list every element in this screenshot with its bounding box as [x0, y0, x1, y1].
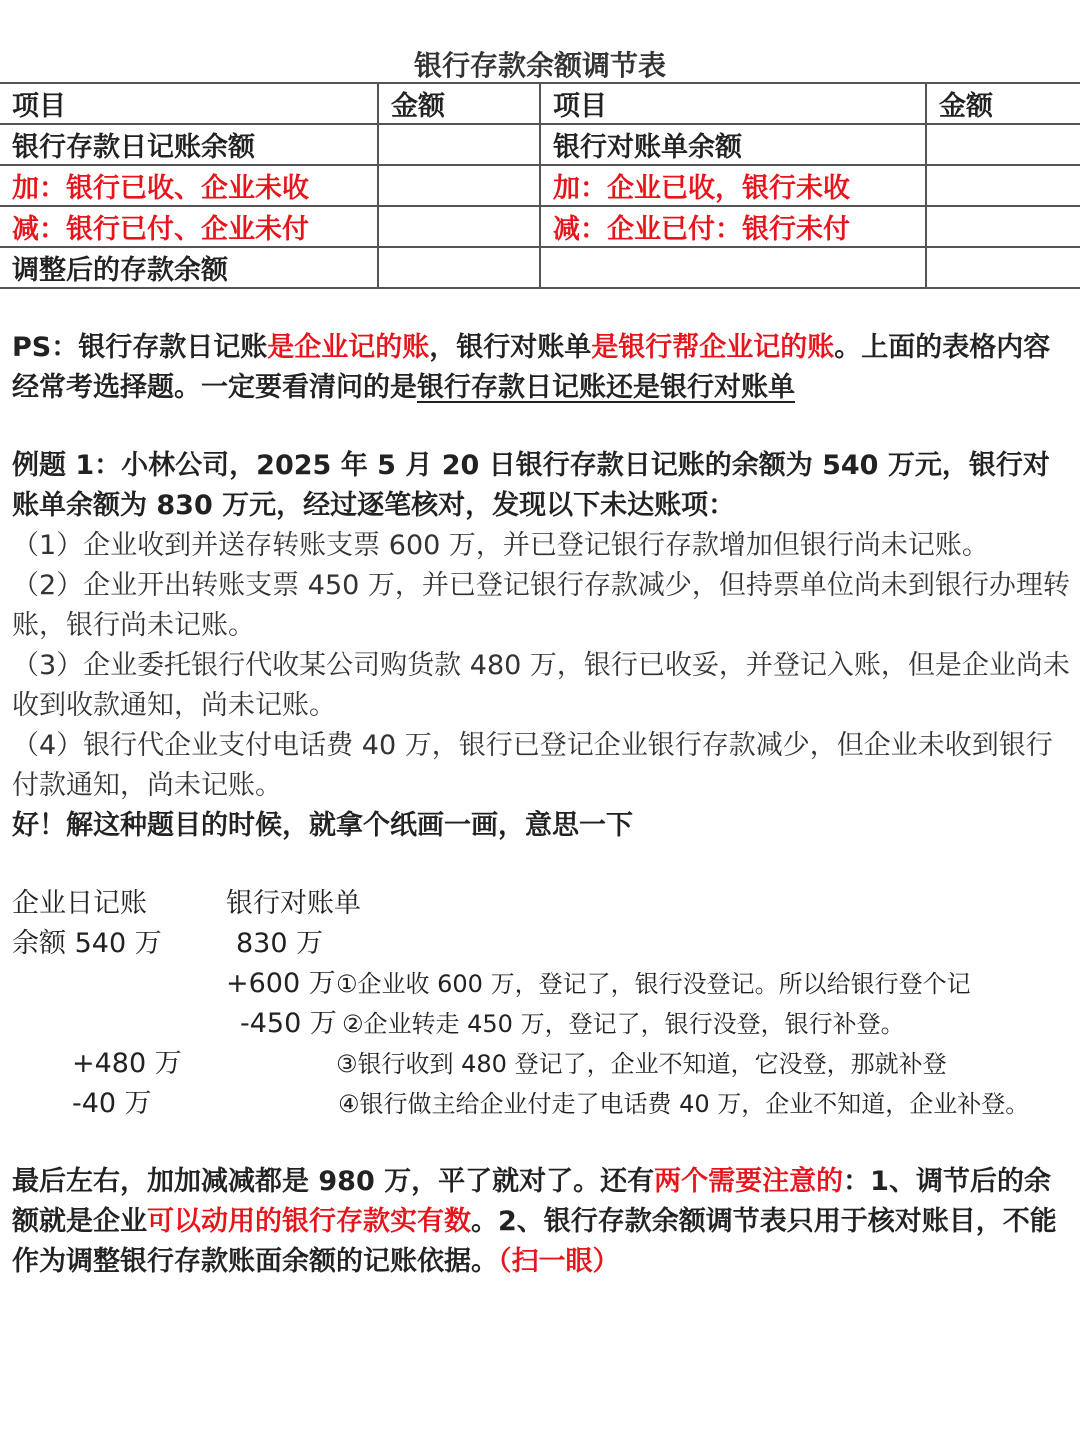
- amount-cell: [378, 206, 540, 247]
- calc-note2: ②企业转走 450 万，登记了，银行没登，银行补登。: [342, 1010, 905, 1038]
- ps-underlined: 银行存款日记账还是银行对账单: [417, 372, 795, 403]
- example-item: （3）企业委托银行代收某公司购货款 480 万，银行已收妥，并登记入账，但是企业尚未收到收款通知，尚未记账。: [12, 650, 1070, 721]
- row-label-left: 银行存款日记账余额: [0, 124, 378, 165]
- row-label-right: 银行对账单余额: [540, 124, 926, 165]
- ps-text: ，银行对账单: [429, 332, 592, 363]
- amount-cell: [926, 124, 1080, 165]
- reconciliation-table: [0, 82, 1080, 289]
- table-header-row: [0, 83, 1080, 124]
- table-row: [0, 165, 1080, 206]
- table-row: [0, 124, 1080, 165]
- conclusion-text: 。2、银行存款余额调节表只用于核对账目，不能作为调整银行存款账面余额的记账依据。: [12, 1206, 1057, 1277]
- calc-note1: ①企业收 600 万，登记了，银行没登记。所以给银行登个记: [336, 970, 971, 998]
- ps-text: 。上面的表格内容经常考选择题。一定要看清问的是: [12, 332, 1051, 403]
- row-label-right: [540, 247, 926, 288]
- page-title: 银行存款余额调节表: [413, 49, 666, 82]
- conclusion-highlight: （扫一眼）: [498, 1246, 620, 1277]
- row-label-left: 调整后的存款余额: [0, 247, 378, 288]
- calc-left-balance: 余额 540 万: [12, 928, 162, 959]
- header-amount-right: 金额: [926, 83, 1080, 124]
- amount-cell: [378, 247, 540, 288]
- amount-cell: [926, 206, 1080, 247]
- calc-note4: ④银行做主给企业付走了电话费 40 万，企业不知道，企业补登。: [338, 1090, 1030, 1118]
- row-label-left: 减：银行已付、企业未付: [0, 206, 378, 247]
- ps-highlight: 是企业记的账: [267, 332, 430, 363]
- calc-note3: ③银行收到 480 登记了，企业不知道，它没登，那就补登: [336, 1050, 947, 1078]
- row-label-right: 减：企业已付：银行未付: [540, 206, 926, 247]
- header-item-left: 项目: [0, 83, 378, 124]
- example-item: （1）企业收到并送存转账支票 600 万，并已登记银行存款增加但银行尚未记账。: [12, 530, 989, 561]
- table-row: [0, 206, 1080, 247]
- row-label-left: 加：银行已收、企业未收: [0, 165, 378, 206]
- amount-cell: [378, 124, 540, 165]
- calc-plus480: +480 万: [72, 1048, 182, 1079]
- header-item-right: 项目: [540, 83, 926, 124]
- table-row: [0, 247, 1080, 288]
- conclusion-highlight: 两个需要注意的: [654, 1166, 844, 1197]
- conclusion-text: ：1、调节后的余额就是企业: [12, 1166, 1051, 1237]
- calc-plus600: +600 万: [226, 968, 336, 999]
- calc-minus450: -450 万: [240, 1008, 337, 1039]
- header-amount-left: 金额: [378, 83, 540, 124]
- row-label-right: 加：企业已收，银行未收: [540, 165, 926, 206]
- ps-highlight: 是银行帮企业记的账: [591, 332, 835, 363]
- conclusion-highlight: 可以动用的银行存款实有数: [147, 1206, 471, 1237]
- conclusion: [12, 1162, 1070, 1282]
- example-block: [12, 446, 1070, 846]
- ps-text: PS：银行存款日记账: [12, 332, 268, 363]
- amount-cell: [378, 165, 540, 206]
- example-item: （2）企业开出转账支票 450 万，并已登记银行存款减少，但持票单位尚未到银行办理转账，银行尚未记账。: [12, 570, 1070, 641]
- ps-note: [12, 328, 1070, 408]
- example-hint: 好！解这种题目的时候，就拿个纸画一画，意思一下: [12, 810, 633, 841]
- calc-right-header: 银行对账单: [226, 888, 361, 919]
- example-intro: 例题 1：小林公司，2025 年 5 月 20 日银行存款日记账的余额为 540 万元，银行对账单余额为 830 万元，经过逐笔核对，发现以下未达账项：: [12, 450, 1050, 521]
- example-item: （4）银行代企业支付电话费 40 万，银行已登记企业银行存款减少，但企业未收到银行付款通知，尚未记账。: [12, 730, 1053, 801]
- amount-cell: [926, 247, 1080, 288]
- calc-minus40: -40 万: [72, 1088, 152, 1119]
- calc-right-balance: 830 万: [236, 928, 324, 959]
- conclusion-text: 最后左右，加加减减都是 980 万，平了就对了。还有: [12, 1166, 655, 1197]
- amount-cell: [926, 165, 1080, 206]
- calc-left-header: 企业日记账: [12, 888, 147, 919]
